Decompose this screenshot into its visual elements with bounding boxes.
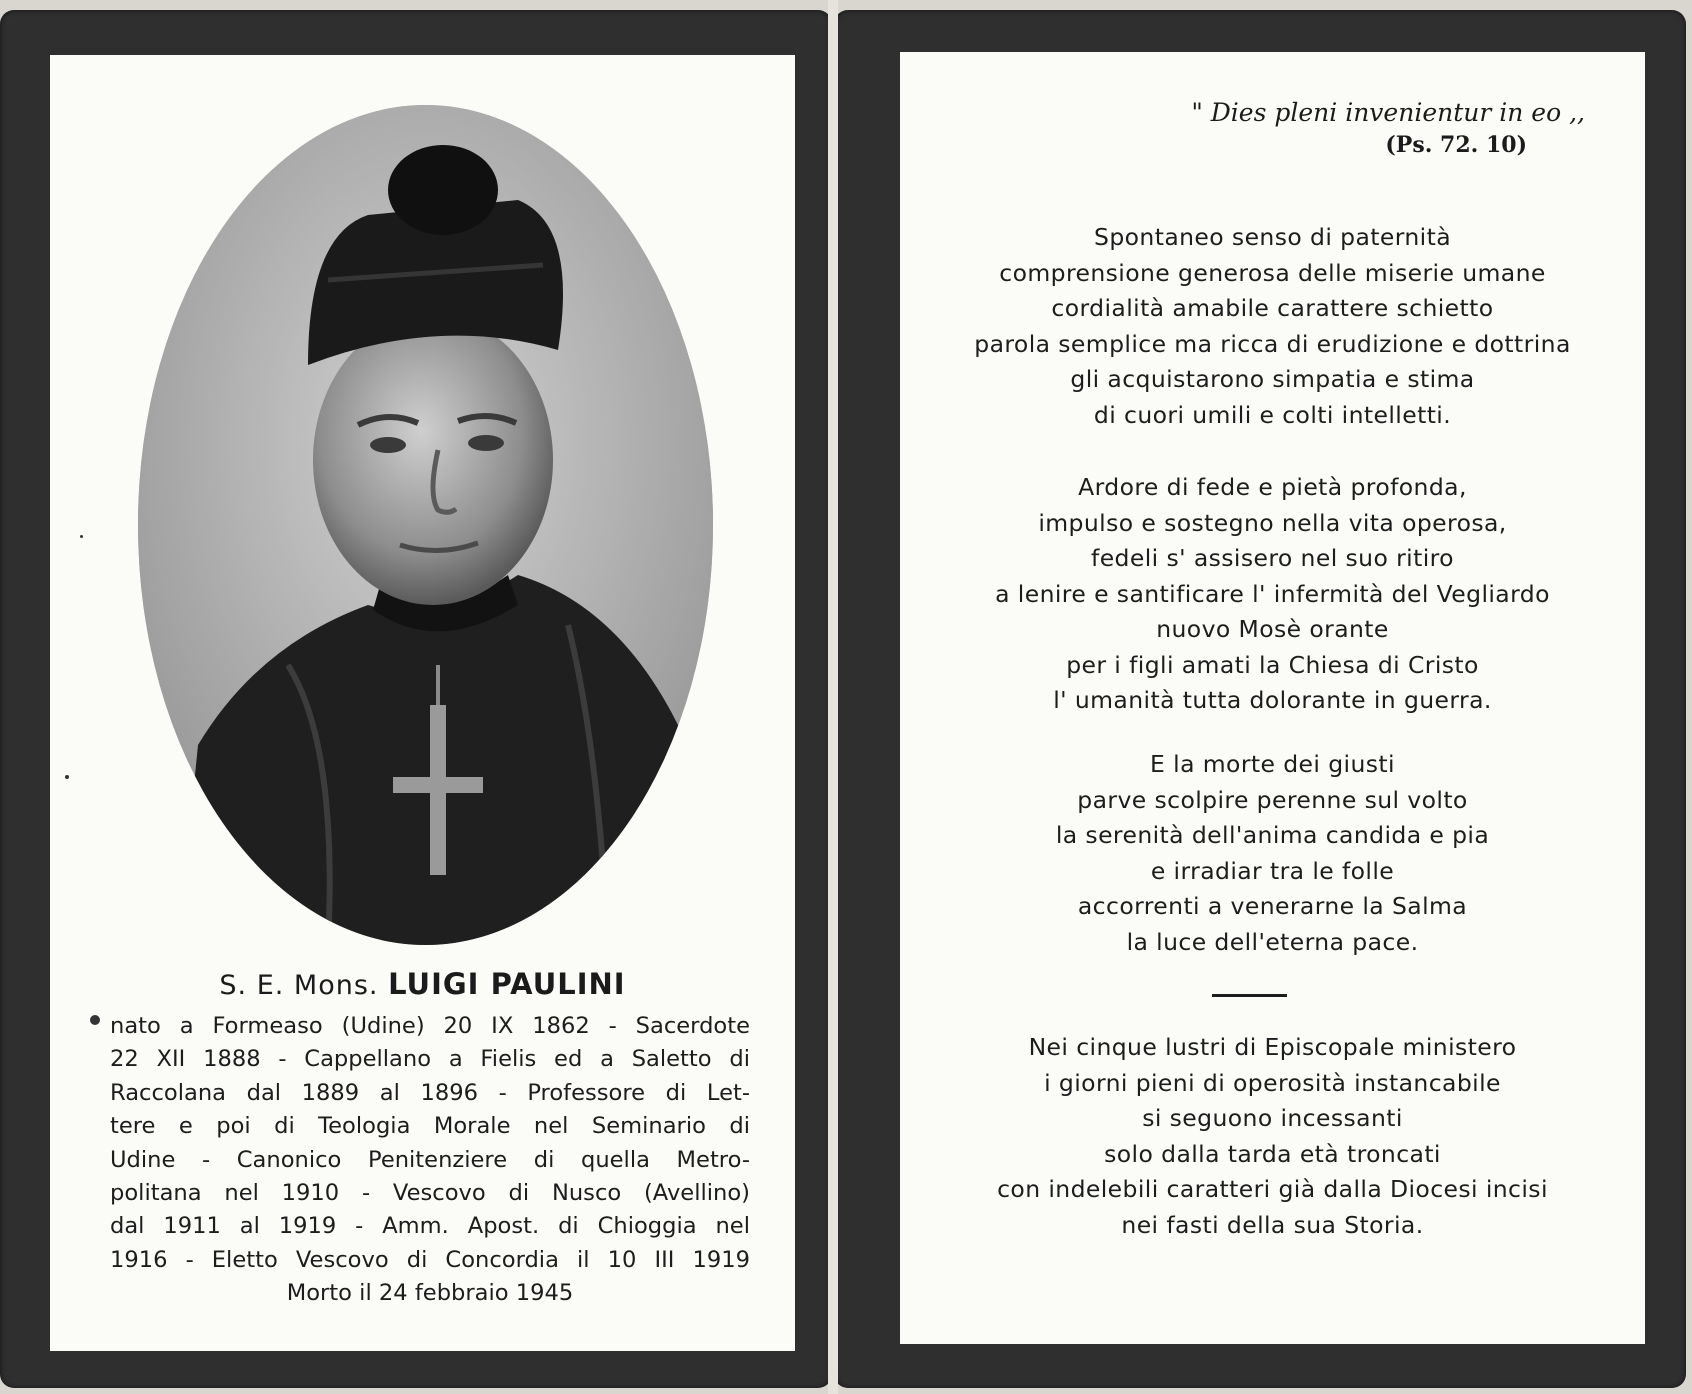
verse-line: accorrenti a venerarne la Salma [1077,892,1468,920]
bio-line: Morto il 24 febbraio 1945 [286,1280,574,1307]
stanza-3 [900,747,1645,960]
bio-line: dal 1911 al 1919 - Amm. Apost. di Chioggia nel [110,1213,750,1240]
verse-line: i giorni pieni di operosità instancabile [1044,1068,1501,1097]
name-main: LUIGI PAULINI [388,967,626,1001]
verse-line: la luce dell'eterna pace. [1126,927,1419,956]
bishop-name-heading [50,967,795,1001]
verse-line: parola semplice ma ricca di erudizione e dottrina [974,329,1571,358]
bio-line: 1916 - Eletto Vescovo di Concordia il 10 III 1919 [110,1246,750,1273]
stanza-1 [900,220,1645,433]
verse-line: cordialità amabile carattere schietto [1051,294,1494,322]
right-card [900,52,1645,1344]
verse-line: e irradiar tra le folle [1150,856,1395,885]
bio-line: nato a Formeaso (Udine) 20 IX 1862 - Sacerdote [110,1013,750,1039]
verse-line: fedeli s' assisero nel suo ritiro [1091,544,1454,572]
verse-line: nuovo Mosè orante [1156,615,1389,643]
verse-line: comprensione generosa delle miserie umane [999,258,1546,287]
bio-line: Udine - Canonico Penitenziere di quella Metro- [110,1146,750,1173]
verse-line: Spontaneo senso di paternità [1094,223,1451,251]
verse-line: si seguono incessanti [1142,1104,1403,1132]
bio-line: Raccolana dal 1889 al 1896 - Professore di Let- [110,1079,750,1106]
verse-line: parve scolpire perenne sul volto [1077,785,1468,814]
verse-line: la serenità dell'anima candida e pia [1055,821,1490,849]
verse-line: E la morte dei giusti [1150,750,1395,778]
verse-line: l' umanità tutta dolorante in guerra. [1053,686,1492,714]
stanza-4 [900,1030,1645,1243]
left-card [50,55,795,1351]
verse-line: gli acquistarono simpatia e stima [1070,365,1475,393]
bio-line: 22 XII 1888 - Cappellano a Fielis ed a Saletto di [110,1046,750,1073]
verse-line: Ardore di fede e pietà profonda, [1078,473,1467,501]
stanza-2 [900,470,1645,719]
verse-line: solo dalla tarda età troncati [1104,1139,1441,1168]
verse-line: Nei cinque lustri di Episcopale ministero [1028,1033,1517,1061]
verse-line: di cuori umili e colti intelletti. [1093,400,1452,429]
paper-speck [80,535,83,538]
verse-line: nei fasti della sua Storia. [1121,1210,1424,1239]
verse-line: a lenire e santificare l' infermità del Vegliardo [995,579,1550,608]
section-divider [1212,994,1287,997]
verse-line: per i figli amati la Chiesa di Cristo [1066,650,1479,679]
epigraph-quote: " Dies pleni invenientur in eo ,, [1191,98,1585,127]
psalm-reference: (Ps. 72. 10) [1385,132,1527,158]
bishop-portrait-image [138,105,713,945]
name-prefix: S. E. Mons. [219,970,379,1001]
bio-line: politana nel 1910 - Vescovo di Nusco (Avellino) [110,1180,750,1207]
paper-speck [90,1015,100,1025]
verse-line: impulso e sostegno nella vita operosa, [1038,508,1507,537]
bio-line: tere e poi di Teologia Morale nel Seminario di [110,1113,750,1140]
paper-speck [65,775,69,779]
biography-text [110,1010,750,1311]
fold-gap [828,0,838,1394]
verse-line: con indelebili caratteri già dalla Diocesi incisi [997,1175,1548,1203]
